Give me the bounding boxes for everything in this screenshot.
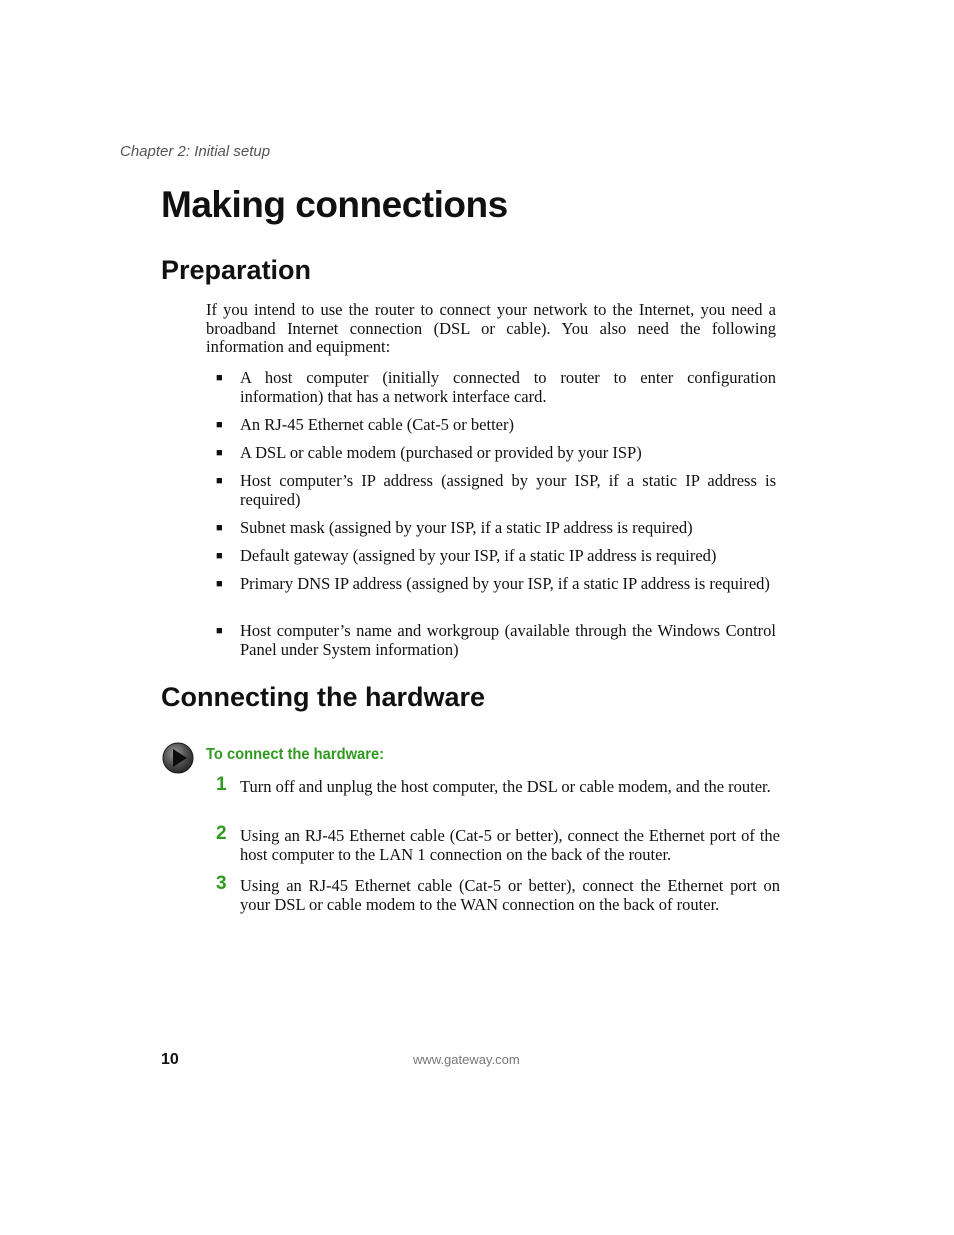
step-text: Using an RJ-45 Ethernet cable (Cat-5 or better), connect the Ethernet port on your DSL or cable modem to the WAN connection on the back of router.	[240, 876, 780, 914]
step-text: Turn off and unplug the host computer, the DSL or cable modem, and the router.	[240, 777, 771, 796]
bullet-icon: ■	[216, 522, 223, 534]
step-text: Using an RJ-45 Ethernet cable (Cat-5 or better), connect the Ethernet port of the host computer to the LAN 1 connection on the back of the router.	[240, 826, 780, 864]
procedure-step	[216, 823, 780, 864]
chapter-header: Chapter 2: Initial setup	[120, 143, 271, 160]
step-number: 1	[216, 774, 227, 795]
list-item-text: Host computer’s IP address (assigned by your ISP, if a static IP address is required)	[240, 471, 776, 509]
step-number: 3	[216, 873, 227, 894]
step-number: 2	[216, 823, 227, 844]
bullet-icon: ■	[216, 419, 223, 431]
bullet-icon: ■	[216, 550, 223, 562]
procedure-heading: To connect the hardware:	[206, 746, 385, 763]
bullet-icon: ■	[216, 447, 223, 459]
bullet-icon: ■	[216, 625, 223, 637]
list-item	[216, 519, 776, 538]
list-item	[216, 622, 776, 659]
list-item	[216, 444, 776, 463]
bullet-icon: ■	[216, 578, 223, 590]
footer-url: www.gateway.com	[413, 1052, 520, 1067]
list-item	[216, 369, 776, 406]
list-item-text: A DSL or cable modem (purchased or provided by your ISP)	[240, 443, 642, 462]
list-item	[216, 547, 776, 566]
intro-paragraph: If you intend to use the router to connect your network to the Internet, you need a broadband Internet connection (DSL or cable). You also need the following information and equipment:	[206, 300, 776, 357]
procedure-step	[216, 774, 780, 797]
list-item-text: Subnet mask (assigned by your ISP, if a static IP address is required)	[240, 518, 693, 537]
list-item-text: Host computer’s name and workgroup (available through the Windows Control Panel under System information)	[240, 621, 776, 659]
procedure-arrow-icon	[162, 742, 194, 774]
list-item-text: Default gateway (assigned by your ISP, if a static IP address is required)	[240, 546, 717, 565]
list-item-text: A host computer (initially connected to router to enter configuration information) that has a network interface card.	[240, 368, 776, 406]
list-item-text: Primary DNS IP address (assigned by your ISP, if a static IP address is required)	[240, 574, 770, 593]
section-heading-preparation: Preparation	[161, 255, 312, 285]
bullet-icon: ■	[216, 475, 223, 487]
list-item-text: An RJ-45 Ethernet cable (Cat-5 or better)	[240, 415, 514, 434]
bullet-icon: ■	[216, 372, 223, 384]
list-item	[216, 472, 776, 509]
page-title: Making connections	[161, 184, 508, 225]
page-number: 10	[161, 1051, 179, 1068]
procedure-step	[216, 873, 780, 914]
list-item	[216, 416, 776, 435]
list-item	[216, 575, 776, 594]
section-heading-connecting-hardware: Connecting the hardware	[161, 682, 486, 712]
